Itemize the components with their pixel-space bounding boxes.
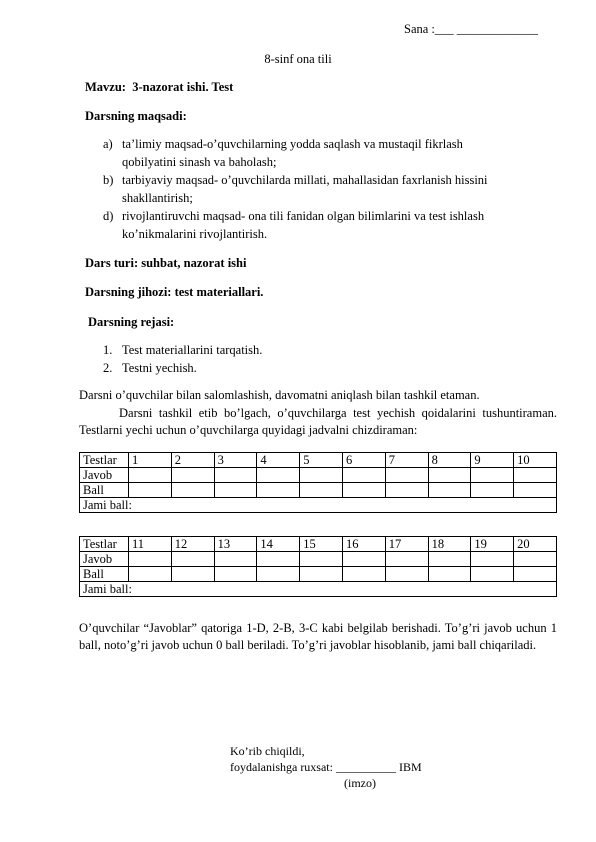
answer-cell <box>385 552 428 567</box>
table-row <box>80 552 557 567</box>
answer-cell <box>471 552 514 567</box>
goal-text-line: ko’nikmalarini rivojlantirish. <box>122 227 268 241</box>
goals-heading: Darsning maqsadi: <box>85 109 187 123</box>
date-line: Sana :___ _____________ <box>404 22 539 36</box>
test-number: 19 <box>471 537 514 552</box>
conclusion-paragraph: O’quvchilar “Javoblar” qatoriga 1-D, 2-B, 3-C kabi belgilab berishadi. To’g’ri javob uchun 1 ball, noto’g’ri javob uchun 0 ball beriladi. To’g’ri javoblar hisoblanib, jami ball chiqariladi. <box>79 621 557 652</box>
table-row <box>80 537 557 552</box>
score-cell <box>342 567 385 582</box>
score-cell <box>342 483 385 498</box>
score-cell <box>129 483 172 498</box>
score-cell <box>385 567 428 582</box>
reviewed-label: Ko’rib chiqildi, <box>230 744 305 758</box>
score-cell <box>214 567 257 582</box>
score-cell <box>428 483 471 498</box>
test-number: 18 <box>428 537 471 552</box>
intro-line: Darsni o’quvchilar bilan salomlashish, davomatni aniqlash bilan tashkil etaman. <box>79 388 480 402</box>
answer-cell <box>428 468 471 483</box>
plan-item: Testni yechish. <box>122 361 197 375</box>
total-label: Jami ball: <box>80 582 557 597</box>
test-number: 1 <box>129 453 172 468</box>
goal-text-line: rivojlantiruvchi maqsad- ona tili fanidan olgan bilimlarini va test ishlash <box>122 209 485 223</box>
answer-cell <box>129 552 172 567</box>
goal-text-line: shakllantirish; <box>122 191 193 205</box>
test-number: 9 <box>471 453 514 468</box>
answer-cell <box>385 468 428 483</box>
score-cell <box>257 567 300 582</box>
signature-caption: (imzo) <box>344 776 376 790</box>
answer-cell <box>214 552 257 567</box>
answer-cell <box>514 552 557 567</box>
score-cell <box>214 483 257 498</box>
answer-cell <box>471 468 514 483</box>
test-number: 8 <box>428 453 471 468</box>
answer-cell <box>342 468 385 483</box>
row-label: Testlar <box>80 453 129 468</box>
test-number: 14 <box>257 537 300 552</box>
test-number: 17 <box>385 537 428 552</box>
answer-cell <box>428 552 471 567</box>
test-number: 2 <box>171 453 214 468</box>
answer-cell <box>129 468 172 483</box>
instructions-paragraph: Darsni tashkil etib bo’lgach, o’quvchilarga test yechish qoidalarini tushuntiraman. Testlarni yechi uchun o’quvchilarga quyidagi jadvalni chizdiraman: <box>79 406 557 437</box>
score-cell <box>428 567 471 582</box>
test-number: 15 <box>300 537 343 552</box>
score-cell <box>171 567 214 582</box>
row-label: Testlar <box>80 537 129 552</box>
topic-value: 3-nazorat ishi. Test <box>132 80 234 94</box>
answer-cell <box>214 468 257 483</box>
plan-heading: Darsning rejasi: <box>88 315 175 329</box>
test-number: 13 <box>214 537 257 552</box>
score-cell <box>129 567 172 582</box>
score-cell <box>257 483 300 498</box>
test-number: 4 <box>257 453 300 468</box>
score-cell <box>171 483 214 498</box>
total-label: Jami ball: <box>80 498 557 513</box>
goal-text-line: ta’limiy maqsad-o’quvchilarning yodda saqlash va mustaqil fikrlash <box>122 137 463 151</box>
score-cell <box>471 567 514 582</box>
answer-table-1 <box>79 452 557 513</box>
answer-cell <box>300 552 343 567</box>
test-number: 16 <box>342 537 385 552</box>
answer-table-2 <box>79 536 557 597</box>
goal-marker: a) <box>103 137 113 151</box>
answer-cell <box>171 552 214 567</box>
test-number: 10 <box>514 453 557 468</box>
score-cell <box>300 567 343 582</box>
table-row <box>80 468 557 483</box>
table-row <box>80 582 557 597</box>
answer-cell <box>342 552 385 567</box>
table-row <box>80 567 557 582</box>
test-number: 3 <box>214 453 257 468</box>
score-cell <box>514 567 557 582</box>
test-number: 20 <box>514 537 557 552</box>
test-number: 12 <box>171 537 214 552</box>
answer-cell <box>257 468 300 483</box>
test-number: 7 <box>385 453 428 468</box>
plan-marker: 2. <box>103 361 113 375</box>
subject-title: 8-sinf ona tili <box>264 52 332 66</box>
answer-cell <box>257 552 300 567</box>
answer-cell <box>514 468 557 483</box>
table-row <box>80 498 557 513</box>
test-number: 6 <box>342 453 385 468</box>
row-label: Ball <box>80 567 129 582</box>
answer-cell <box>171 468 214 483</box>
test-number: 11 <box>129 537 172 552</box>
plan-item: Test materiallarini tarqatish. <box>122 343 263 357</box>
permission-line: foydalanishga ruxsat: __________ IBM <box>230 760 422 774</box>
goal-text-line: qobilyatini sinash va baholash; <box>122 155 277 169</box>
answer-cell <box>300 468 343 483</box>
equipment: Darsning jihozi: test materiallari. <box>85 285 264 299</box>
score-cell <box>471 483 514 498</box>
goal-text-line: tarbiyaviy maqsad- o’quvchilarda millati, mahallasidan faxrlanish hissini <box>122 173 488 187</box>
table-row <box>80 483 557 498</box>
goal-marker: d) <box>103 209 114 223</box>
goal-marker: b) <box>103 173 114 187</box>
lesson-type: Dars turi: suhbat, nazorat ishi <box>85 256 247 270</box>
table-row <box>80 453 557 468</box>
row-label: Ball <box>80 483 129 498</box>
score-cell <box>300 483 343 498</box>
score-cell <box>514 483 557 498</box>
score-cell <box>385 483 428 498</box>
topic-line <box>85 80 233 95</box>
row-label: Javob <box>80 468 129 483</box>
test-number: 5 <box>300 453 343 468</box>
topic-label: Mavzu: <box>85 80 126 94</box>
plan-marker: 1. <box>103 343 113 357</box>
row-label: Javob <box>80 552 129 567</box>
